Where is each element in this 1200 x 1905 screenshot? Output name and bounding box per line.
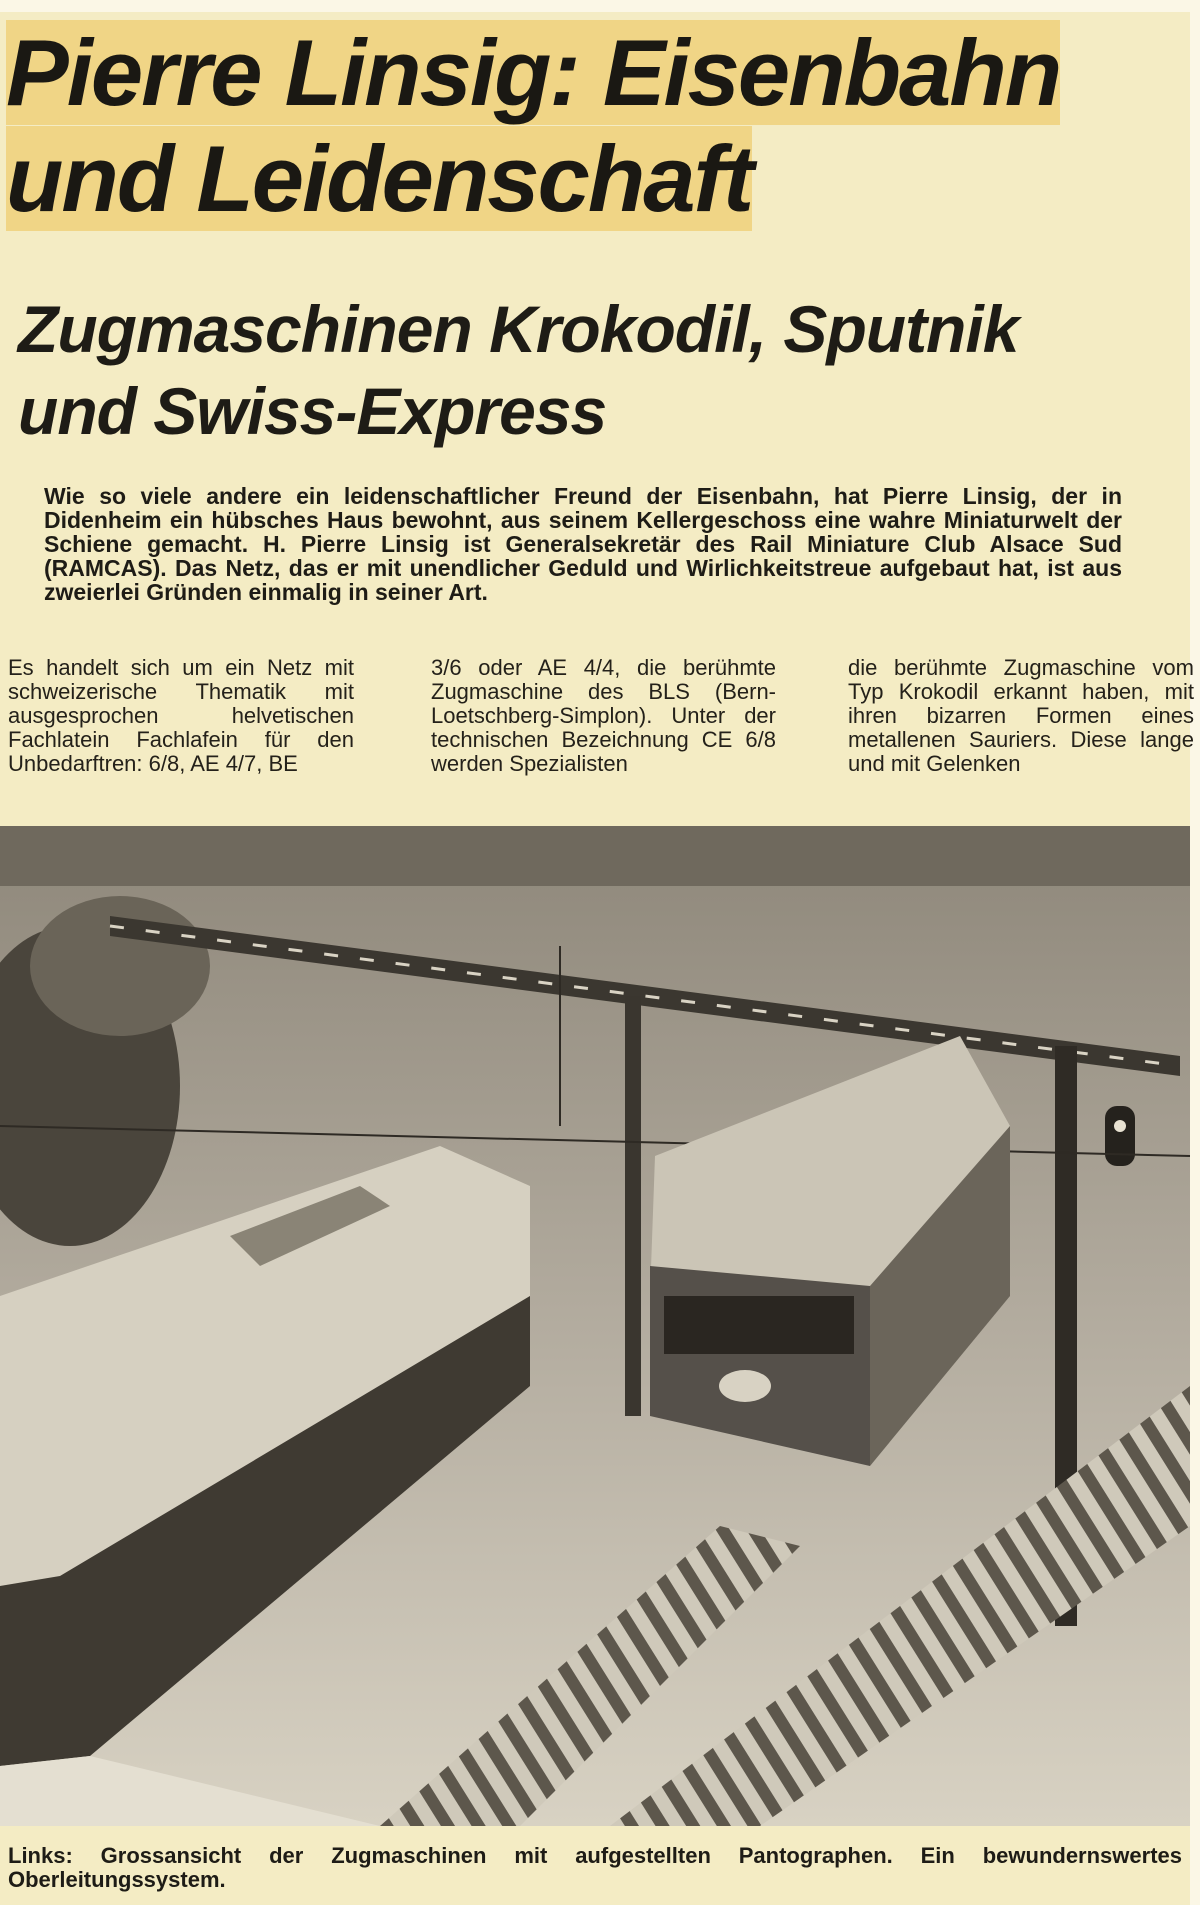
photo-illustration	[0, 826, 1190, 1826]
subhead-line-1: Zugmaschinen Krokodil, Sputnik	[18, 292, 1019, 366]
subheadline	[18, 288, 1178, 452]
subhead-line-2: und Swiss-Express	[18, 374, 607, 448]
foliage	[30, 896, 210, 1036]
photo-caption: Links: Grossansicht der Zugmaschinen mit aufgestellten Pantographen. Ein bewundernswertes Oberleitungssystem.	[8, 1843, 1182, 1892]
lead-paragraph: Wie so viele andere ein leidenschaftlicher Freund der Eisenbahn, hat Pierre Linsig, der in Didenheim ein hübsches Haus bewohnt, aus seinem Kellergeschoss eine wahre Miniaturwelt der Schiene gemacht. H. Pierre Linsig ist Generalsekretär des Rail Miniature Club Alsace Sud (RAMCAS). Das Netz, das er mit unendlicher Geduld und Wirlichkeitstreue aufgebaut hat, ist aus zweierlei Gründen einmalig in seiner Art.	[44, 483, 1122, 605]
catenary-mast	[625, 996, 641, 1416]
model-railway-photo	[0, 826, 1190, 1826]
headline	[6, 20, 1186, 232]
signal-light	[1114, 1120, 1126, 1132]
signal	[1105, 1106, 1135, 1166]
headline-line-2: und Leidenschaft	[6, 126, 753, 231]
body-column-2: 3/6 oder AE 4/4, die berühmte Zugmaschine des BLS (Bern-Loetschberg-Simplon). Unter der technischen Bezeichnung CE 6/8 werden Spezialisten	[431, 655, 776, 776]
ceiling	[0, 826, 1190, 886]
sbb-emblem	[719, 1370, 771, 1402]
scan-edge-right	[1190, 0, 1200, 1905]
right-locomotive-windows	[664, 1296, 854, 1354]
body-column-3: die berühmte Zugmaschine vom Typ Krokodil erkannt haben, mit ihren bizarren Formen eines metallenen Sauriers. Diese lange und mit Gelenken	[848, 655, 1194, 776]
headline-line-1: Pierre Linsig: Eisenbahn	[6, 20, 1061, 125]
body-column-1: Es handelt sich um ein Netz mit schweizerische Thematik mit ausgesprochen helvetischen Fachlatein Fachlafein für den Unbedarftren: 6/8, AE 4/7, BE	[8, 655, 354, 776]
scan-edge-top	[0, 0, 1200, 12]
